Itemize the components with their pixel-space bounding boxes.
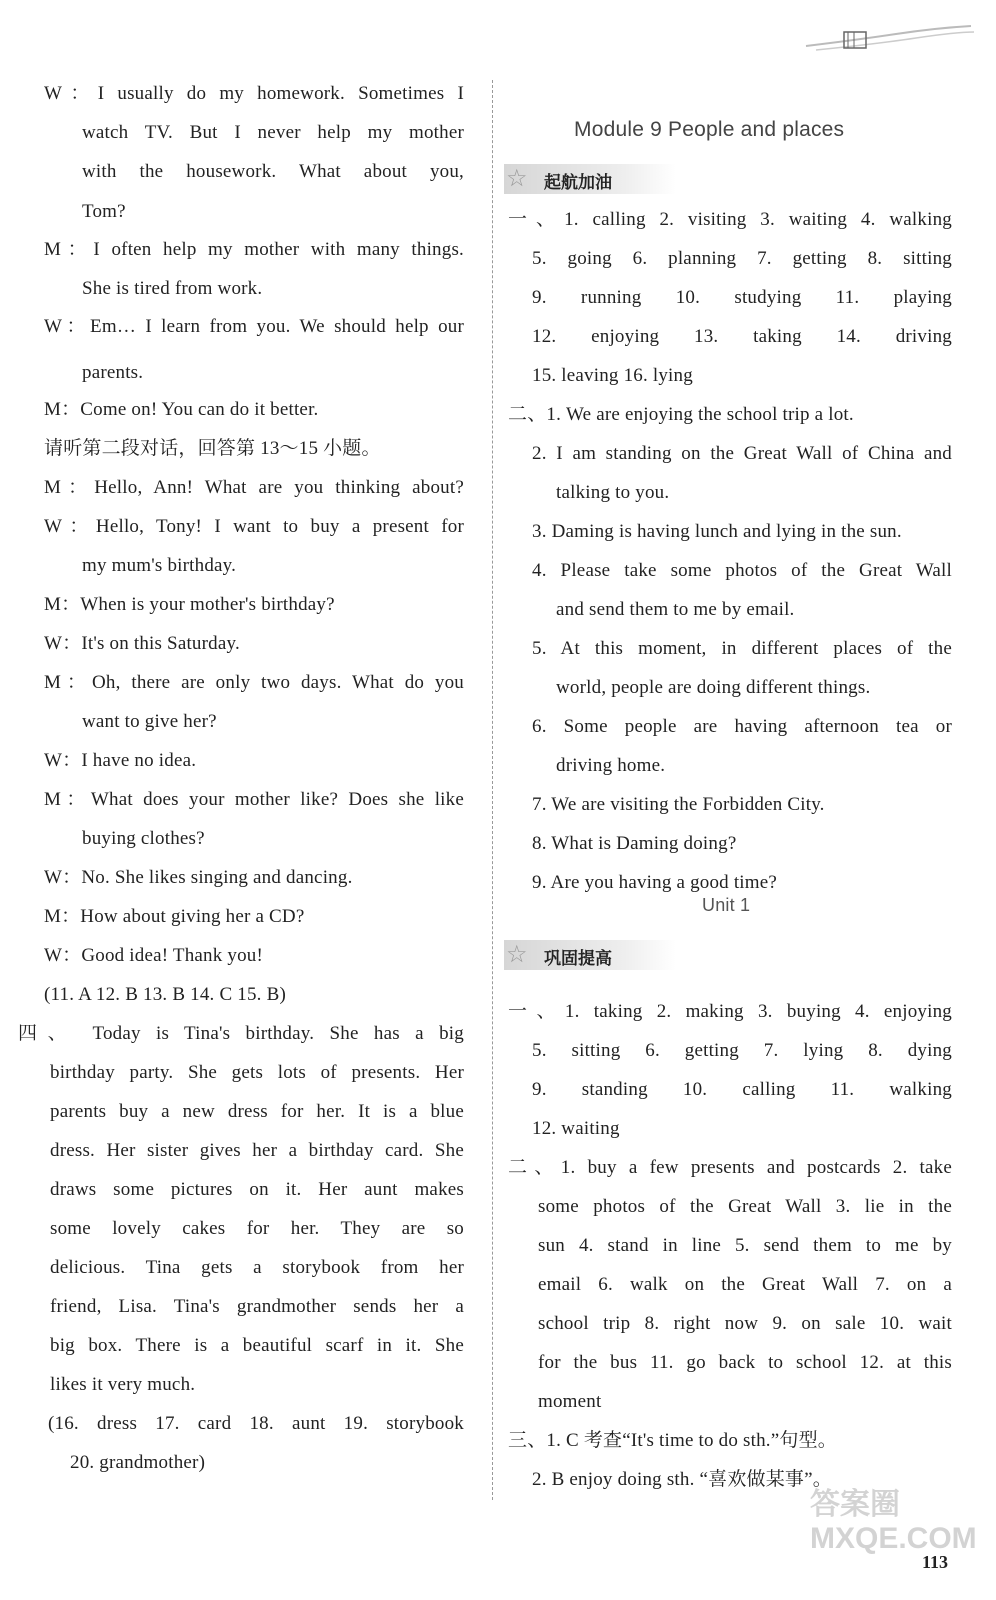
text-line: She is tired from work.: [82, 278, 263, 299]
text-line: 二、1. buy a few presents and postcards 2. take: [508, 1157, 952, 1178]
text-line: 二、1. We are enjoying the school trip a lot.: [508, 404, 854, 425]
page-number: 113: [922, 1552, 949, 1572]
module-title: Module 9 People and places: [574, 118, 845, 141]
text-line: for the bus 11. go back to school 12. at this: [538, 1352, 952, 1373]
text-line: world, people are doing different things.: [556, 677, 871, 698]
text-line: big box. There is a beautiful scarf in it. She: [50, 1335, 464, 1356]
text-line: 9. standing 10. calling 11. walking: [532, 1079, 952, 1100]
text-line: with the housework. What about you,: [82, 161, 464, 182]
text-line: 2. B enjoy doing sth. “喜欢做某事”。: [532, 1469, 832, 1490]
text-line: Tom?: [82, 201, 126, 222]
text-line: school trip 8. right now 9. on sale 10. wait: [538, 1313, 952, 1334]
text-line: M：I often help my mother with many things.: [44, 239, 464, 260]
text-line: parents buy a new dress for her. It is a blue: [50, 1101, 464, 1122]
star-icon: ☆: [506, 165, 528, 192]
banner-label: 巩固提高: [544, 949, 612, 968]
text-line: birthday party. She gets lots of presents. Her: [50, 1062, 464, 1083]
text-line: moment: [538, 1391, 602, 1412]
text-line: 12. enjoying 13. taking 14. driving: [532, 326, 952, 347]
text-line: some photos of the Great Wall 3. lie in the: [538, 1196, 952, 1217]
text-line: M：Oh, there are only two days. What do you: [44, 672, 464, 693]
column-divider: [492, 80, 493, 1500]
text-line: M：Come on! You can do it better.: [44, 399, 319, 420]
text-line: talking to you.: [556, 482, 670, 503]
text-line: W：Em… I learn from you. We should help our: [44, 316, 464, 337]
text-line: M：When is your mother's birthday?: [44, 594, 335, 615]
section-banner-consolidate: [504, 940, 676, 970]
text-line: W：It's on this Saturday.: [44, 633, 240, 654]
text-line: 5. going 6. planning 7. getting 8. sitting: [532, 248, 952, 269]
text-line: likes it very much.: [50, 1374, 196, 1395]
text-line: delicious. Tina gets a storybook from her: [50, 1257, 464, 1278]
text-line: 3. Daming is having lunch and lying in the sun.: [532, 521, 902, 542]
text-line: 5. sitting 6. getting 7. lying 8. dying: [532, 1040, 952, 1061]
text-line: 7. We are visiting the Forbidden City.: [532, 794, 825, 815]
text-line: W：I have no idea.: [44, 750, 197, 771]
text-line: sun 4. stand in line 5. send them to me by: [538, 1235, 952, 1256]
text-line: want to give her?: [82, 711, 217, 732]
text-line: W：I usually do my homework. Sometimes I: [44, 83, 464, 104]
text-line: watch TV. But I never help my mother: [82, 122, 464, 143]
text-line: (11. A 12. B 13. B 14. C 15. B): [44, 984, 286, 1005]
text-line: W：No. She likes singing and dancing.: [44, 867, 353, 888]
text-line: M：What does your mother like? Does she like: [44, 789, 464, 810]
watermark-logo: 答案圈 MXQE.COM: [810, 1488, 977, 1555]
text-line: friend, Lisa. Tina's grandmother sends her a: [50, 1296, 464, 1317]
text-line: and send them to me by email.: [556, 599, 795, 620]
text-line: W：Hello, Tony! I want to buy a present for: [44, 516, 464, 537]
text-line: 12. waiting: [532, 1118, 620, 1139]
text-line: 5. At this moment, in different places of the: [532, 638, 952, 659]
text-line: buying clothes?: [82, 828, 205, 849]
text-line: 20. grandmother): [70, 1452, 206, 1473]
section-banner-warmup: [504, 164, 676, 194]
text-line: 6. Some people are having afternoon tea or: [532, 716, 952, 737]
text-line: 三、1. C 考查“It's time to do sth.”句型。: [508, 1430, 837, 1451]
text-line: M：Hello, Ann! What are you thinking about?: [44, 477, 464, 498]
text-line: 请听第二段对话，回答第 13～15 小题。: [44, 438, 381, 459]
text-line: my mum's birthday.: [82, 555, 237, 576]
text-line: parents.: [82, 362, 144, 383]
text-line: some lovely cakes for her. They are so: [50, 1218, 464, 1239]
text-line: 4. Please take some photos of the Great Wall: [532, 560, 952, 581]
text-line: email 6. walk on the Great Wall 7. on a: [538, 1274, 952, 1295]
unit-label: Unit 1: [702, 895, 751, 915]
header-decoration: [796, 14, 976, 54]
text-line: 一、1. taking 2. making 3. buying 4. enjoying: [508, 1001, 952, 1022]
text-line: dress. Her sister gives her a birthday card. She: [50, 1140, 464, 1161]
text-line: draws some pictures on it. Her aunt makes: [50, 1179, 464, 1200]
text-line: 2. I am standing on the Great Wall of China and: [532, 443, 952, 464]
text-line: W：Good idea! Thank you!: [44, 945, 263, 966]
text-line: 15. leaving 16. lying: [532, 365, 693, 386]
text-line: 9. running 10. studying 11. playing: [532, 287, 952, 308]
star-icon: ☆: [506, 941, 528, 968]
text-line: 一、1. calling 2. visiting 3. waiting 4. walking: [508, 209, 952, 230]
text-line: M：How about giving her a CD?: [44, 906, 305, 927]
banner-label: 起航加油: [544, 173, 612, 192]
text-line: driving home.: [556, 755, 666, 776]
text-line: (16. dress 17. card 18. aunt 19. storybook: [48, 1413, 464, 1434]
text-line: 四、 Today is Tina's birthday. She has a big: [18, 1023, 464, 1044]
text-line: 9. Are you having a good time?: [532, 872, 778, 893]
text-line: 8. What is Daming doing?: [532, 833, 737, 854]
